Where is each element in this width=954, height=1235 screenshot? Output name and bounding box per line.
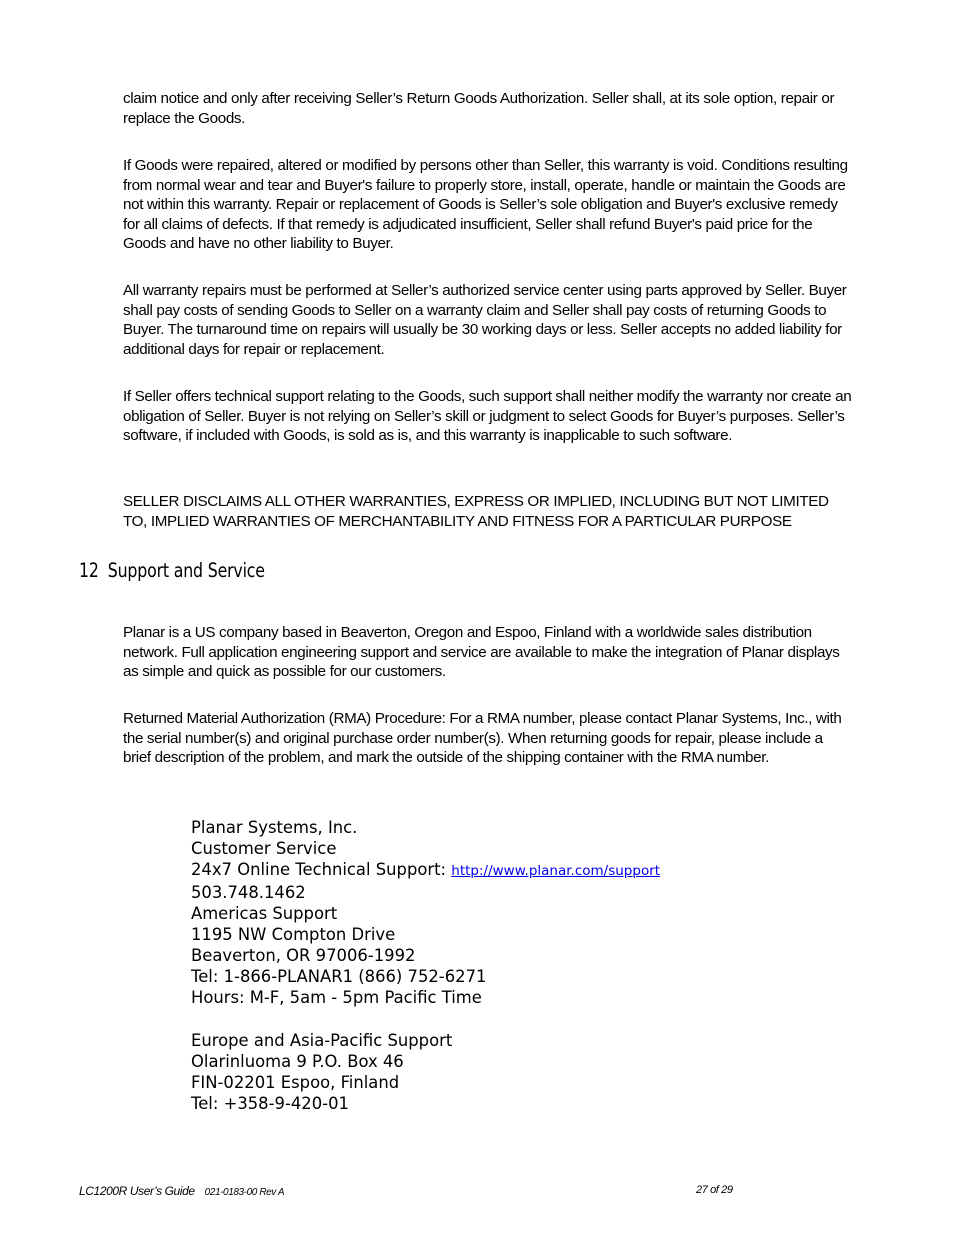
paragraph-claim-notice: claim notice and only after receiving Seller’s Return Goods Authorization. Seller shall, at its sole option, repair or replace the Goods. [123, 90, 835, 127]
footer-guide-title: LC1200R User’s Guide [79, 1184, 195, 1198]
paragraph-warranty-void: If Goods were repaired, altered or modified by persons other than Seller, this warranty is void. Conditions resulting from normal wear and tear and Buyer's failure to properly store, install, operate, handle or maintain the Goods are not within this warranty. Repair or replacement of Goods is Seller’s sole obligation and Buyer's exclusive remedy for all claims of defects. If that remedy is adjudicated insufficient, Seller shall refund Buyer's paid price for the Goods and have no other liability to Buyer. [123, 157, 848, 253]
americas-street: 1195 NW Compton Drive [191, 925, 396, 944]
online-support-label: 24x7 Online Technical Support: [191, 860, 452, 879]
paragraph-rma-procedure: Returned Material Authorization (RMA) Procedure: For a RMA number, please contact Planar Systems, Inc., with the serial number(s) and original purchase order number(s). When returning goods for repair, please include a brief description of the problem, and mark the outside of the shipping container with the RMA number. [123, 710, 842, 767]
contact-block [191, 817, 660, 1114]
support-link[interactable]: http://www.planar.com/support [451, 863, 661, 879]
footer-doc-number: 021-0183-00 Rev A [204, 1187, 285, 1198]
spacer [191, 1008, 660, 1030]
americas-hours: Hours: M-F, 5am - 5pm Pacific Time [191, 988, 482, 1007]
americas-title: Americas Support [191, 904, 338, 923]
paragraph-disclaimer: SELLER DISCLAIMS ALL OTHER WARRANTIES, EXPRESS OR IMPLIED, INCLUDING BUT NOT LIMITED TO, IMPLIED WARRANTIES OF MERCHANTABILITY AND FITNESS FOR A PARTICULAR PURPOSE [123, 493, 829, 530]
contact-company: Planar Systems, Inc. [191, 818, 358, 837]
footer-page-number: 27 of 29 [696, 1184, 733, 1196]
paragraph-technical-support: If Seller offers technical support relating to the Goods, such support shall neither modify the warranty nor create an obligation of Seller. Buyer is not relying on Seller’s skill or judgment to select Goods for Buyer’s purposes. Seller’s software, if included with Goods, is sold as is, and this warranty is inapplicable to such software. [123, 388, 852, 445]
americas-city: Beaverton, OR 97006-1992 [191, 946, 416, 965]
europe-city: FIN-02201 Espoo, Finland [191, 1073, 400, 1092]
europe-tel: Tel: +358-9-420-01 [191, 1094, 349, 1113]
europe-title: Europe and Asia-Pacific Support [191, 1031, 453, 1050]
contact-online-support [191, 859, 660, 882]
paragraph-warranty-repairs: All warranty repairs must be performed at Seller’s authorized service center using parts approved by Seller. Buyer shall pay costs of sending Goods to Seller on a warranty claim and Seller shall pay costs of returning Goods to Buyer. The turnaround time on repairs will usually be 30 working days or less. Seller accepts no added liability for additional days for repair or replacement. [123, 282, 847, 358]
section-heading [79, 559, 265, 582]
americas-tel: Tel: 1-866-PLANAR1 (866) 752-6271 [191, 967, 487, 986]
contact-department: Customer Service [191, 839, 337, 858]
paragraph-company-intro: Planar is a US company based in Beaverton, Oregon and Espoo, Finland with a worldwide sales distribution network. Full application engineering support and service are available to make the integration of Planar displays as simple and quick as possible for our customers. [123, 624, 840, 681]
contact-phone: 503.748.1462 [191, 883, 306, 902]
section-title: Support and Service [107, 559, 265, 582]
page-footer [79, 1184, 779, 1198]
europe-street: Olarinluoma 9 P.O. Box 46 [191, 1052, 404, 1071]
section-number: 12 [79, 559, 99, 582]
